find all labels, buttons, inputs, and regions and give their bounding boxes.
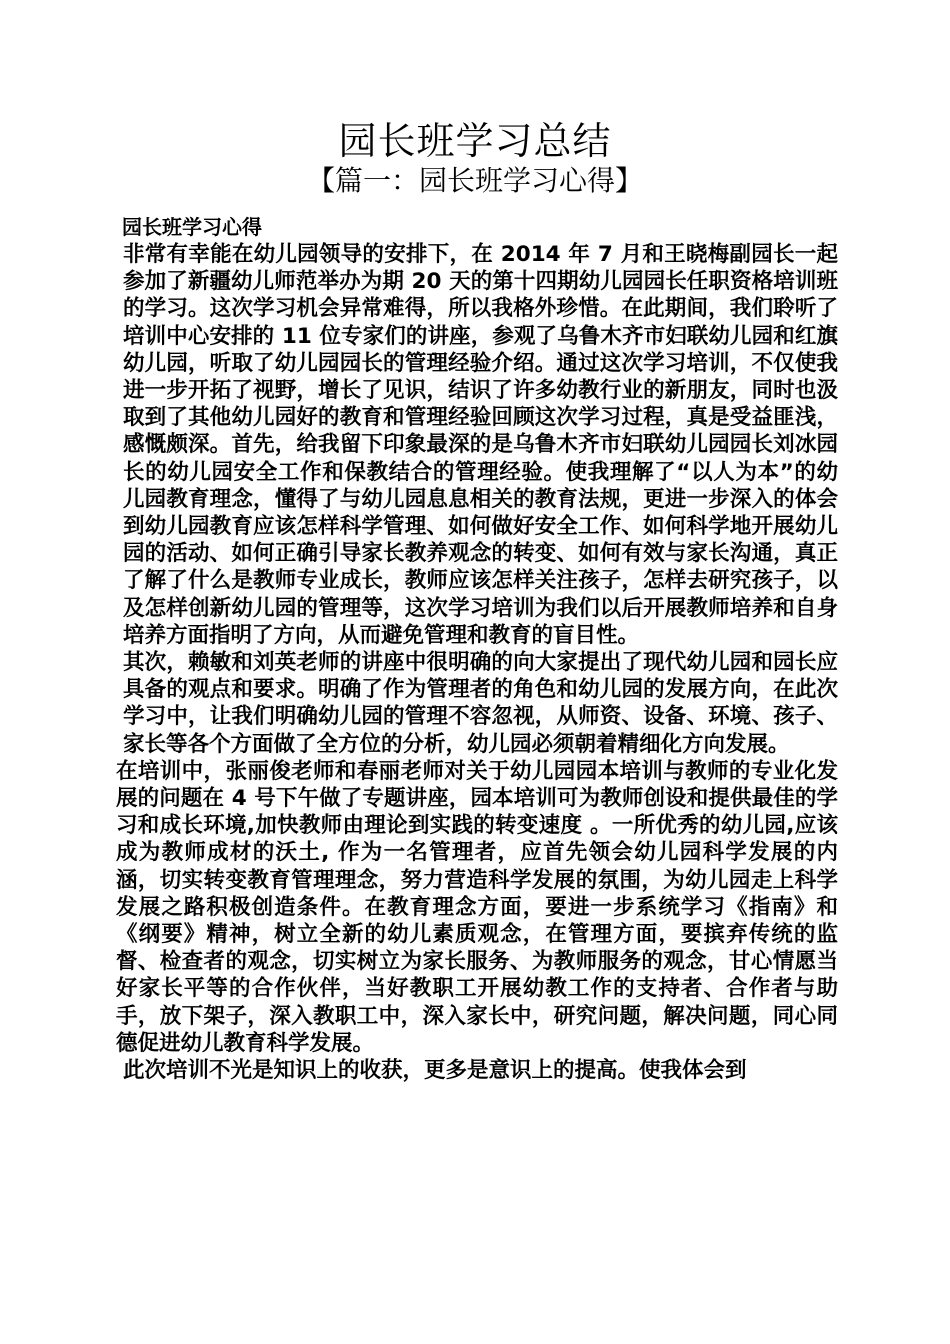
document-body [116, 214, 838, 1084]
paragraph-4: 此次培训不光是知识上的收获，更多是意识上的提高。使我体会到 [123, 1058, 747, 1084]
section-heading: 园长班学习心得 [122, 215, 262, 239]
document-subtitle: 【篇一：园长班学习心得】 [306, 164, 643, 197]
paragraph-3: 在培训中，张丽俊老师和春丽老师对关于幼儿园园本培训与教师的专业化发展的问题在 4 号下午做了专题讲座，园本培训可为教师创设和提供最佳的学习和成长环境,加快教师由理论到实践的转变速度 。一所优秀的幼儿园,应该成为教师成材的沃土, 作为一名管理者，应首先领会幼儿园科学发展的内涵，切实转变教育管理理念，努力营造科学发展的氛围，为幼儿园走上科学发展之路积极创造条件。在教育理念方面，要进一步系统学习《指南》和《纲要》精神，树立全新的幼儿素质观念，在管理方面，要摈弃传统的监督、检查者的观念，切实树立为家长服务、为教师服务的观念，甘心情愿当好家长平等的合作伙伴，当好教职工开展幼教工作的支持者、合作者与助手，放下架子，深入教职工中，深入家长中，研究问题，解决问题，同心同德促进幼儿教育科学发展。 [116, 758, 838, 1056]
paragraph-2: 其次，赖敏和刘英老师的讲座中很明确的向大家提出了现代幼儿园和园长应具备的观点和要求。明确了作为管理者的角色和幼儿园的发展方向，在此次学习中，让我们明确幼儿园的管理不容忽视，从师资、设备、环境、孩子、家长等各个方面做了全方位的分析，幼儿园必须朝着精细化方向发展。 [123, 650, 838, 757]
paragraph-1: 非常有幸能在幼儿园领导的安排下，在 2014 年 7 月和王晓梅副园长一起参加了新疆幼儿师范举办为期 20 天的第十四期幼儿园园长任职资格培训班的学习。这次学习机会异常难得，所以我格外珍惜。在此期间，我们聆听了培训中心安排的 11 位专家们的讲座，参观了乌鲁木齐市妇联幼儿园和红旗幼儿园，听取了幼儿园园长的管理经验介绍。通过这次学习培训，不仅使我进一步开拓了视野，增长了见识，结识了许多幼教行业的新朋友，同时也汲取到了其他幼儿园好的教育和管理经验回顾这次学习过程，真是受益匪浅，感慨颇深。首先，给我留下印象最深的是乌鲁木齐市妇联幼儿园园长刘冰园长的幼儿园安全工作和保教结合的管理经验。使我理解了“以人为本”的幼儿园教育理念，懂得了与幼儿园息息相关的教育法规，更进一步深入的体会到幼儿园教育应该怎样科学管理、如何做好安全工作、如何科学地开展幼儿园的活动、如何正确引导家长教养观念的转变、如何有效与家长沟通，真正了解了什么是教师专业成长，教师应该怎样关注孩子，怎样去研究孩子，以及怎样创新幼儿园的管理等，这次学习培训为我们以后开展教师培养和自身培养方面指明了方向，从而避免管理和教育的盲目性。 [123, 242, 838, 648]
document-title: 园长班学习总结 [338, 119, 612, 163]
